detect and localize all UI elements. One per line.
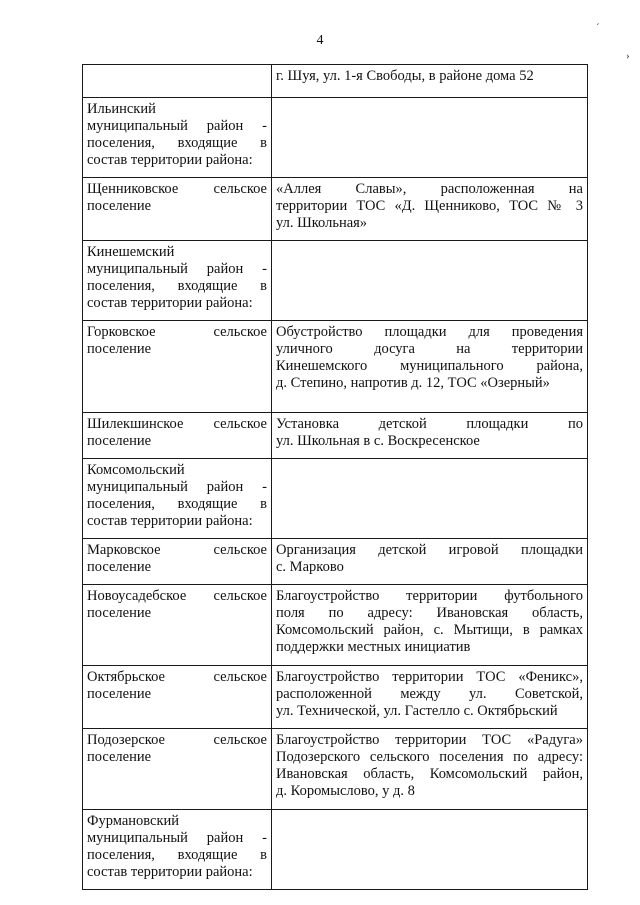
project-cell [272,241,588,321]
settlement-text-line: Кинешемский [87,244,175,260]
table-row [83,321,588,413]
project-text-line: с. Марково [276,559,344,575]
table-row [83,98,588,178]
project-text-line: Комсомольский район, с. Мытищи, в рамках [276,622,583,638]
project-cell [272,585,588,666]
project-text-line: уличного досуга на территории [276,341,583,357]
settlement-cell [83,585,272,666]
settlement-text-line: Ильинский [87,101,156,117]
project-cell [272,666,588,729]
settlement-text-line: поселение [87,433,152,449]
settlement-cell [83,98,272,178]
table-row [83,539,588,585]
settlement-text-line: Подозерское сельское [87,732,267,748]
settlement-text-line: муниципальный район - [87,261,267,277]
table-row [83,65,588,98]
settlement-cell [83,459,272,539]
settlement-text-line: поселение [87,749,152,765]
settlement-text-line: муниципальный район - [87,830,267,846]
settlement-text-line: Горковское сельское [87,324,267,340]
project-cell [272,178,588,241]
project-text-line: д. Коромыслово, у д. 8 [276,783,415,799]
table-row [83,729,588,810]
settlement-text-line: поселение [87,198,152,214]
project-text-line: Благоустройство территории футбольного [276,588,583,604]
settlement-text-line: Шилекшинское сельское [87,416,267,432]
project-text-line: ул. Технической, ул. Гастелло с. Октябрьский [276,703,558,719]
settlement-text-line: поселения, входящие в [87,278,267,294]
settlement-text-line: поселение [87,686,152,702]
table-row [83,241,588,321]
settlement-cell [83,241,272,321]
project-text-line: Благоустройство территории ТОС «Феникс», [276,669,583,685]
project-text-line: ул. Школьная в с. Воскресенское [276,433,480,449]
project-text-line: Кинешемского муниципального района, [276,358,583,374]
settlement-cell [83,666,272,729]
project-cell [272,459,588,539]
settlement-text-line: Новоусадебское сельское [87,588,267,604]
settlement-text-line: состав территории района: [87,152,253,168]
settlement-cell [83,413,272,459]
project-cell [272,321,588,413]
table-row [83,413,588,459]
table-row [83,178,588,241]
project-cell [272,729,588,810]
project-text-line: Обустройство площадки для проведения [276,324,583,340]
project-text-line: территории ТОС «Д. Щенниково, ТОС № 3 [276,198,583,214]
project-cell [272,539,588,585]
page-number: 4 [316,33,324,48]
project-text-line: «Аллея Славы», расположенная на [276,181,583,197]
settlement-cell [83,729,272,810]
settlements-table [82,64,588,890]
project-cell [272,810,588,890]
project-cell [272,413,588,459]
settlement-cell [83,539,272,585]
settlement-cell [83,810,272,890]
table-row [83,666,588,729]
table-row [83,459,588,539]
project-text-line: Установка детской площадки по [276,416,583,432]
settlement-text-line: поселения, входящие в [87,496,267,512]
project-text-line: Организация детской игровой площадки [276,542,583,558]
settlement-text-line: поселения, входящие в [87,135,267,151]
settlement-text-line: Марковское сельское [87,542,267,558]
settlement-text-line: состав территории района: [87,864,253,880]
settlement-text-line: Комсомольский [87,462,185,478]
project-cell [272,65,588,98]
settlement-text-line: состав территории района: [87,295,253,311]
project-text-line: расположенной между ул. Советской, [276,686,583,702]
settlement-text-line: поселение [87,605,152,621]
project-text-line: Подозерского сельского поселения по адресу: [276,749,583,765]
settlement-text-line: поселения, входящие в [87,847,267,863]
table-row [83,810,588,890]
project-text-line: ул. Школьная» [276,215,368,231]
settlement-text-line: поселение [87,559,152,575]
settlement-text-line: муниципальный район - [87,118,267,134]
settlement-text-line: Октябрьское сельское [87,669,267,685]
table-row [83,585,588,666]
settlement-cell [83,321,272,413]
corner-mark-top: ´ [596,22,600,34]
project-text-line: г. Шуя, ул. 1-я Свободы, в районе дома 52 [276,68,534,84]
settlement-text-line: Фурмановский [87,813,180,829]
settlement-cell [83,178,272,241]
settlement-text-line: муниципальный район - [87,479,267,495]
settlement-text-line: Щенниковское сельское [87,181,267,197]
settlement-text-line: состав территории района: [87,513,253,529]
settlement-cell [83,65,272,98]
project-text-line: Благоустройство территории ТОС «Радуга» [276,732,583,748]
project-text-line: поля по адресу: Ивановская область, [276,605,583,621]
project-text-line: поддержки местных инициатив [276,639,471,655]
corner-mark-side: › [626,50,630,62]
settlement-text-line: поселение [87,341,152,357]
project-text-line: Ивановская область, Комсомольский район, [276,766,583,782]
project-cell [272,98,588,178]
project-text-line: д. Степино, напротив д. 12, ТОС «Озерный» [276,375,550,391]
